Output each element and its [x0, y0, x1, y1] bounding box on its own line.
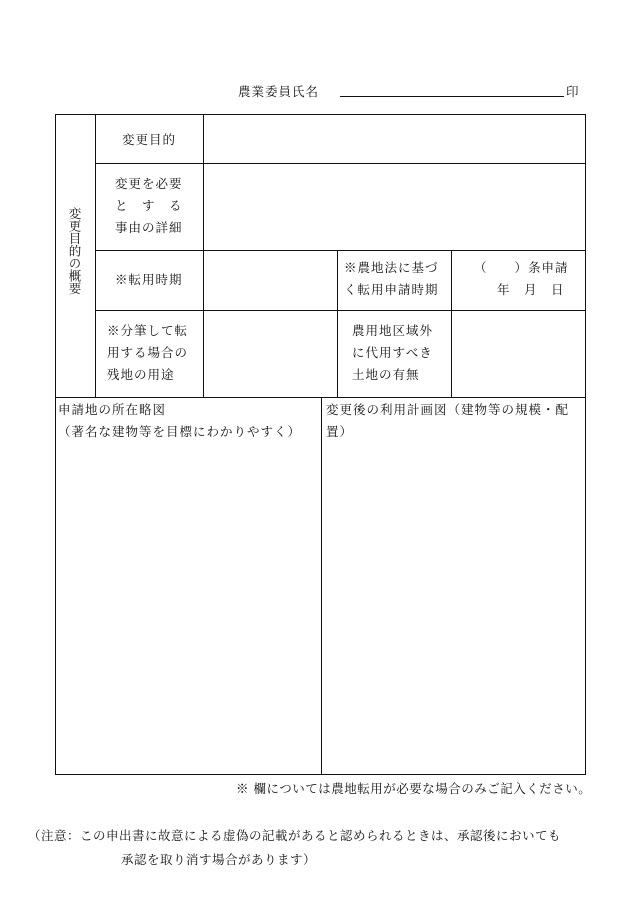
- plan-map-title: [326, 399, 569, 443]
- middle-label-divider: [337, 250, 338, 397]
- committee-member-name-field[interactable]: [340, 96, 564, 97]
- seal-mark: 印: [566, 84, 579, 99]
- row-divider-2: [95, 250, 586, 251]
- reason-label-line-2: と す る: [115, 198, 183, 213]
- label-column-divider: [203, 115, 204, 397]
- substitute-land-input[interactable]: [454, 313, 583, 395]
- row-divider-3: [95, 310, 586, 311]
- remaining-use-input[interactable]: [206, 313, 335, 395]
- reason-input[interactable]: [206, 166, 583, 248]
- row-divider-1: [95, 163, 586, 164]
- location-map-note: （著名な建物等を目標にわかりやすく）: [58, 424, 302, 439]
- substitute-land-label-line-2: に代用すべき: [352, 345, 433, 360]
- remaining-use-label-line-3: 残地の用途: [107, 367, 175, 382]
- plan-map-title-line-1: 変更後の利用計画図（建物等の規模・配: [326, 402, 570, 417]
- map-section-divider: [321, 397, 322, 774]
- application-time-label: [344, 257, 439, 301]
- plan-map-title-line-2: 置）: [326, 424, 354, 439]
- side-column-divider: [95, 115, 96, 397]
- purpose-overview-side-label: 変更目的の概要: [67, 207, 82, 295]
- purpose-input[interactable]: [206, 117, 583, 161]
- conversion-time-label: ※転用時期: [115, 272, 183, 287]
- remaining-use-label: [107, 320, 188, 386]
- application-time-label-line-2: く転用申請時期: [344, 282, 439, 297]
- reason-label: [115, 173, 183, 239]
- reason-label-line-3: 事由の詳細: [115, 220, 183, 235]
- change-purpose-form-table: [55, 114, 586, 775]
- caution-line-2: 承認を取り消す場合があります）: [121, 852, 317, 867]
- substitute-land-label: [352, 320, 433, 386]
- plan-map-area[interactable]: [324, 447, 583, 771]
- right-value-divider: [451, 250, 452, 397]
- reason-label-line-1: 変更を必要: [115, 176, 183, 191]
- purpose-label: 変更目的: [122, 132, 177, 147]
- caution-line-1: （注意：この申出書に故意による虚偽の記載があると認められるときは、承認後においても: [28, 828, 562, 843]
- substitute-land-label-line-3: 土地の有無: [352, 367, 420, 382]
- location-map-area[interactable]: [58, 447, 318, 771]
- conversion-footnote: ※ 欄については農地転用が必要な場合のみご記入ください。: [236, 781, 592, 796]
- conversion-time-input[interactable]: [206, 253, 335, 308]
- remaining-use-label-line-1: ※分筆して転: [107, 323, 189, 338]
- substitute-land-label-line-1: 農用地区域外: [352, 323, 434, 338]
- remaining-use-label-line-2: 用する場合の: [107, 345, 189, 360]
- location-map-title: 申請地の所在略図: [58, 402, 167, 417]
- application-article-line[interactable]: （ ）条申請: [474, 260, 569, 275]
- committee-member-name-label: 農業委員氏名: [238, 84, 320, 99]
- application-time-label-line-1: ※農地法に基づ: [344, 260, 439, 275]
- application-date-line[interactable]: 年 月 日: [497, 282, 565, 297]
